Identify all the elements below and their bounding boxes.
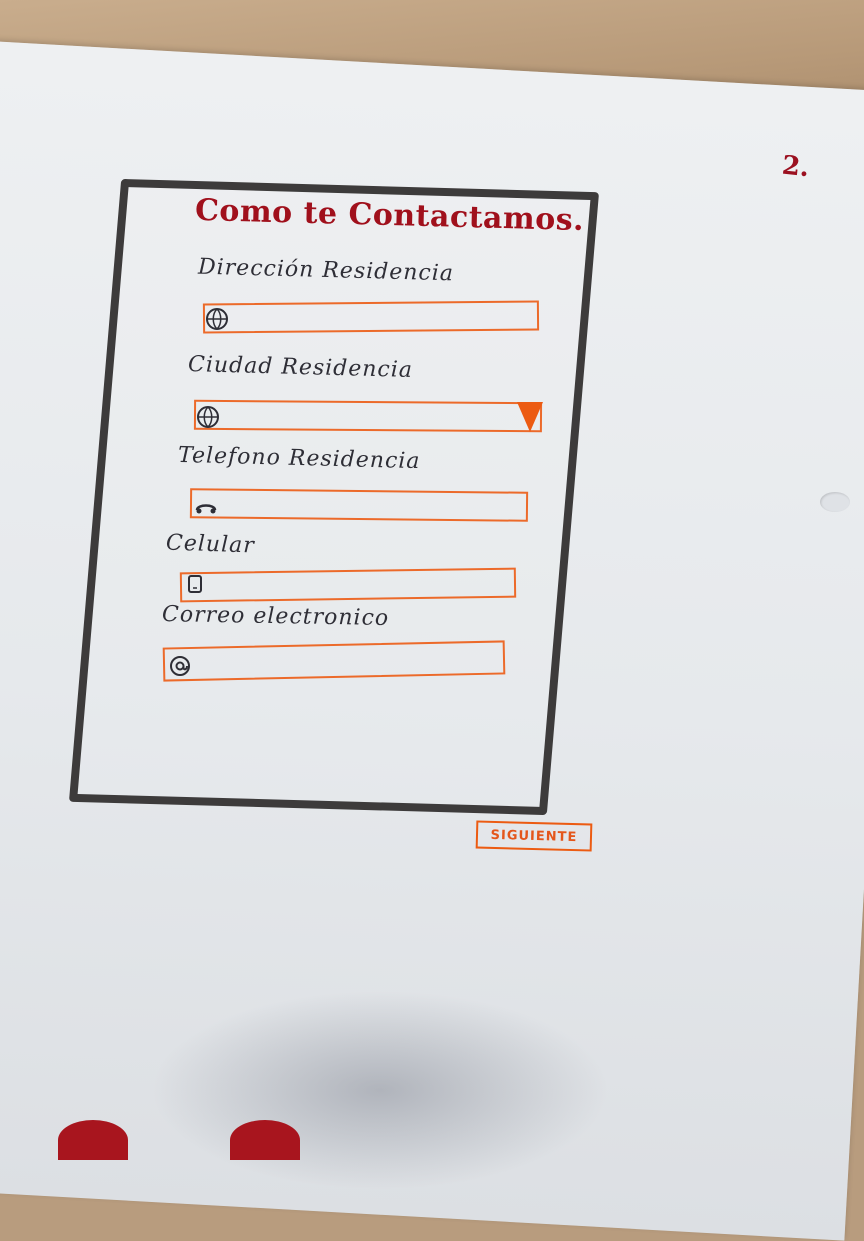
home-phone-input[interactable] (190, 488, 528, 522)
finger-left (58, 1120, 128, 1160)
city-select[interactable] (194, 400, 542, 432)
address-label: Dirección Residencia (197, 254, 455, 287)
dropdown-arrow-icon[interactable] (517, 402, 543, 432)
mobile-label: Celular (165, 530, 256, 559)
page-number: 2. (780, 150, 811, 184)
home-phone-label: Telefono Residencia (177, 442, 421, 475)
paper-punch-hole (820, 492, 850, 512)
hand-shadow (150, 990, 610, 1190)
mobile-icon (186, 574, 204, 594)
at-icon (168, 654, 192, 678)
city-label: Ciudad Residencia (187, 352, 414, 383)
globe-icon (205, 307, 229, 331)
globe-icon (196, 405, 220, 429)
email-label: Correo electronico (161, 602, 390, 631)
mobile-input[interactable] (180, 568, 516, 603)
email-input[interactable] (163, 640, 506, 681)
address-input[interactable] (203, 301, 539, 334)
phone-icon (194, 496, 218, 520)
finger-right (230, 1120, 300, 1160)
next-button[interactable]: SIGUIENTE (476, 820, 593, 851)
form-title: Como te Contactamos. (194, 192, 585, 239)
